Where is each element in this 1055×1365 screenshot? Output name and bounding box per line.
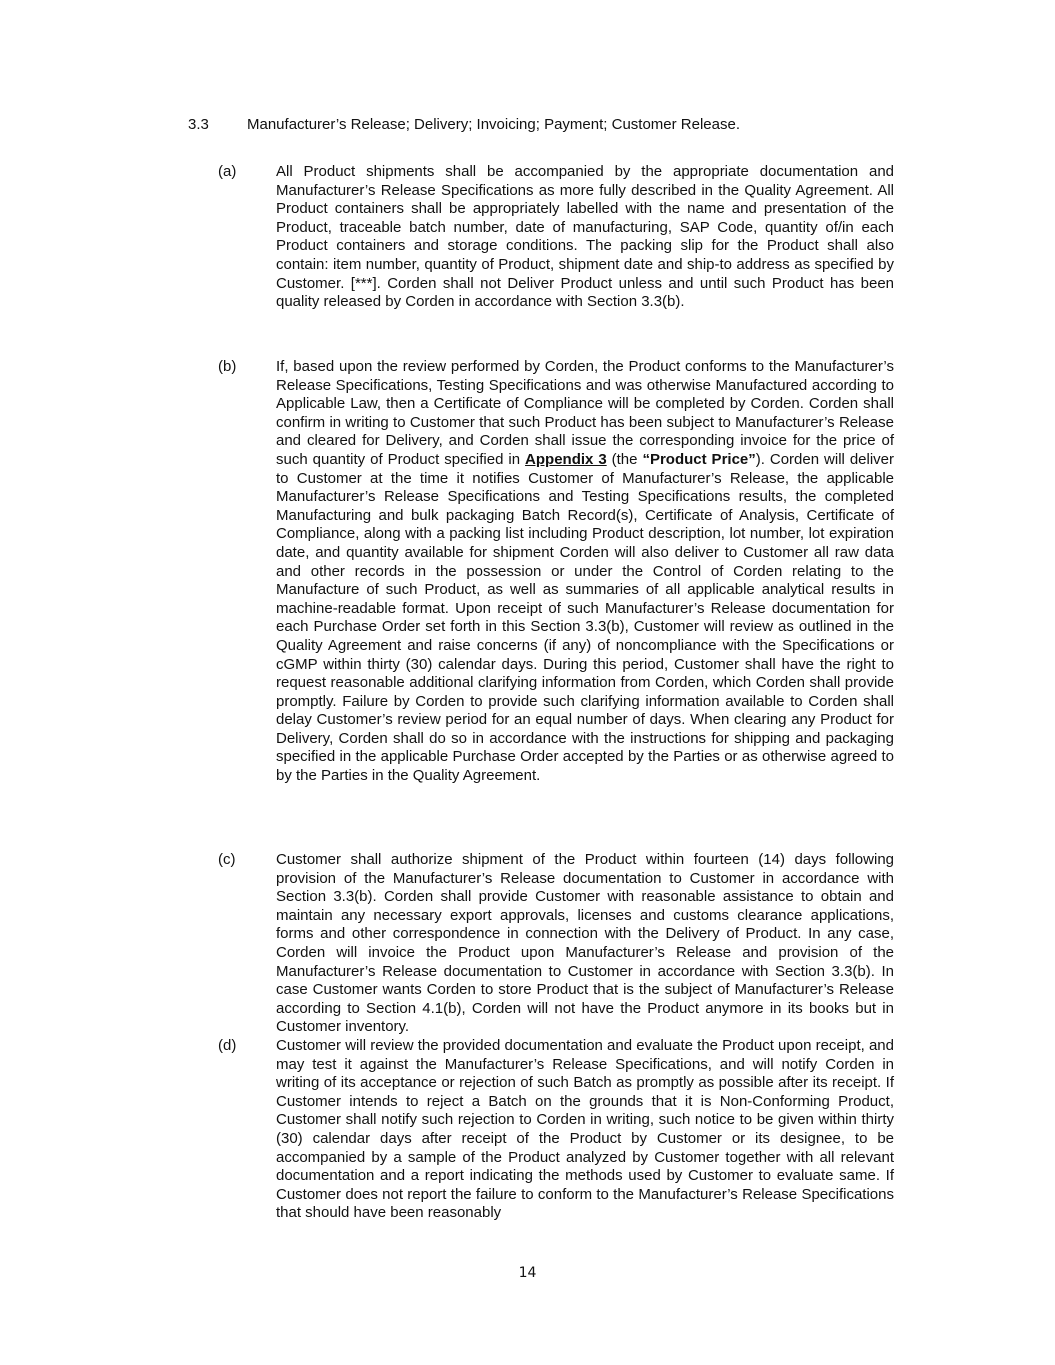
clause-c <box>218 851 894 1037</box>
clause-label: (b) <box>218 358 237 375</box>
clause-d <box>218 1037 894 1223</box>
clause-a <box>218 163 894 312</box>
clause-text-segment: (the <box>606 450 643 468</box>
clause-body <box>276 358 894 786</box>
clause-b <box>218 358 894 786</box>
section-title: Manufacturer’s Release; Delivery; Invoicing; Payment; Customer Release. <box>247 116 740 133</box>
clause-body: All Product shipments shall be accompanied by the appropriate documentation and Manufacturer’s Release Specifications as more fully described in the Quality Agreement. All Product containers shall be appropriately labelled with the name and presentation of the Product, traceable batch number, date of manufacturing, SAP Code, quantity of/in each Product containers and storage conditions. The packing slip for the Product shall also contain: item number, quantity of Product, shipment date and ship-to address as specified by Customer. [***]. Corden shall not Deliver Product unless and until such Product has been quality released by Corden in accordance with Section 3.3(b). <box>276 163 894 311</box>
clause-label: (c) <box>218 851 236 868</box>
clause-body: Customer will review the provided documentation and evaluate the Product upon receipt, and may test it against the Manufacturer’s Release Specifications, and will notify Corden in writing of its acceptance or rejection of such Batch as promptly as possible after its receipt. If Customer intends to reject a Batch on the grounds that it is Non-Conforming Product, Customer shall notify such rejection to Corden in writing, such notice to be given within thirty (30) calendar days after receipt of the Product by Customer or its designee, to be accompanied by a sample of the Product analyzed by Customer together with all relevant documentation and a report indicating the methods used by Customer to evaluate same. If Customer does not report the failure to conform to the Manufacturer’s Release Specifications that should have been reasonably <box>276 1037 894 1222</box>
clause-text-segment: ). Corden will deliver to Customer at the time it notifies Customer of Manufacturer’s Release, the applicable Manufacturer’s Release Specifications and Testing Specifications results, the completed Manufacturing and bulk packaging Batch Record(s), Certificate of Analysis, Certificate of Compliance, along with a packing list including Product description, lot number, lot expiration date, and quantity available for shipment Corden will also deliver to Customer all raw data and other records in the possession or under the Control of Corden relating to the Manufacture of such Product, as well as summaries of all applicable analytical results in machine-readable format. Upon receipt of such Manufacturer’s Release documentation for each Purchase Order set forth in this Section 3.3(b), Customer will review as outlined in the Quality Agreement and raise concerns (if any) of noncompliance with the Specifications or cGMP within thirty (30) calendar days. During this period, Customer shall have the right to request reasonable additional clarifying information from Corden, which Corden shall provide promptly. Failure by Corden to provide such clarifying information available to Corden shall delay Customer’s review period for an equal number of days. When clearing any Product for Delivery, Corden shall do so in accordance with the instructions for shipping and packaging specified in the applicable Purchase Order accepted by the Parties or as otherwise agreed to by the Parties in the Quality Agreement. <box>276 450 895 785</box>
page-number: 14 <box>518 1265 537 1281</box>
appendix-reference: Appendix 3 <box>525 450 607 468</box>
clause-label: (d) <box>218 1037 237 1054</box>
section-heading <box>188 116 740 135</box>
clause-label: (a) <box>218 163 237 180</box>
defined-term: “Product Price” <box>642 450 756 468</box>
clause-text-segment: If, based upon the review performed by Corden, the Product conforms to the Manufacturer’s Release Specifications, Testing Specifications and was otherwise Manufactured according to Applicable Law, then a Certificate of Compliance will be completed by Corden. Corden shall confirm in writing to Customer that such Product has been subject to Manufacturer’s Release and cleared for Delivery, and Corden shall issue the corresponding invoice for the price of such quantity of Product specified in <box>276 358 894 468</box>
section-number: 3.3 <box>188 116 209 133</box>
clause-body: Customer shall authorize shipment of the Product within fourteen (14) days following provision of the Manufacturer’s Release documentation to Customer in accordance with Section 3.3(b). Corden shall provide Customer with reasonable assistance to obtain and maintain any necessary export approvals, licenses and customs clearance applications, forms and other correspondence in connection with the Delivery of Product. In any case, Corden will invoice the Product upon Manufacturer’s Release and provision of the Manufacturer’s Release documentation to Customer in accordance with Section 3.3(b). In case Customer wants Corden to store Product that is the subject of Manufacturer’s Release according to Section 4.1(b), Corden will not have the Product anymore in its books but in Customer inventory. <box>276 851 894 1036</box>
